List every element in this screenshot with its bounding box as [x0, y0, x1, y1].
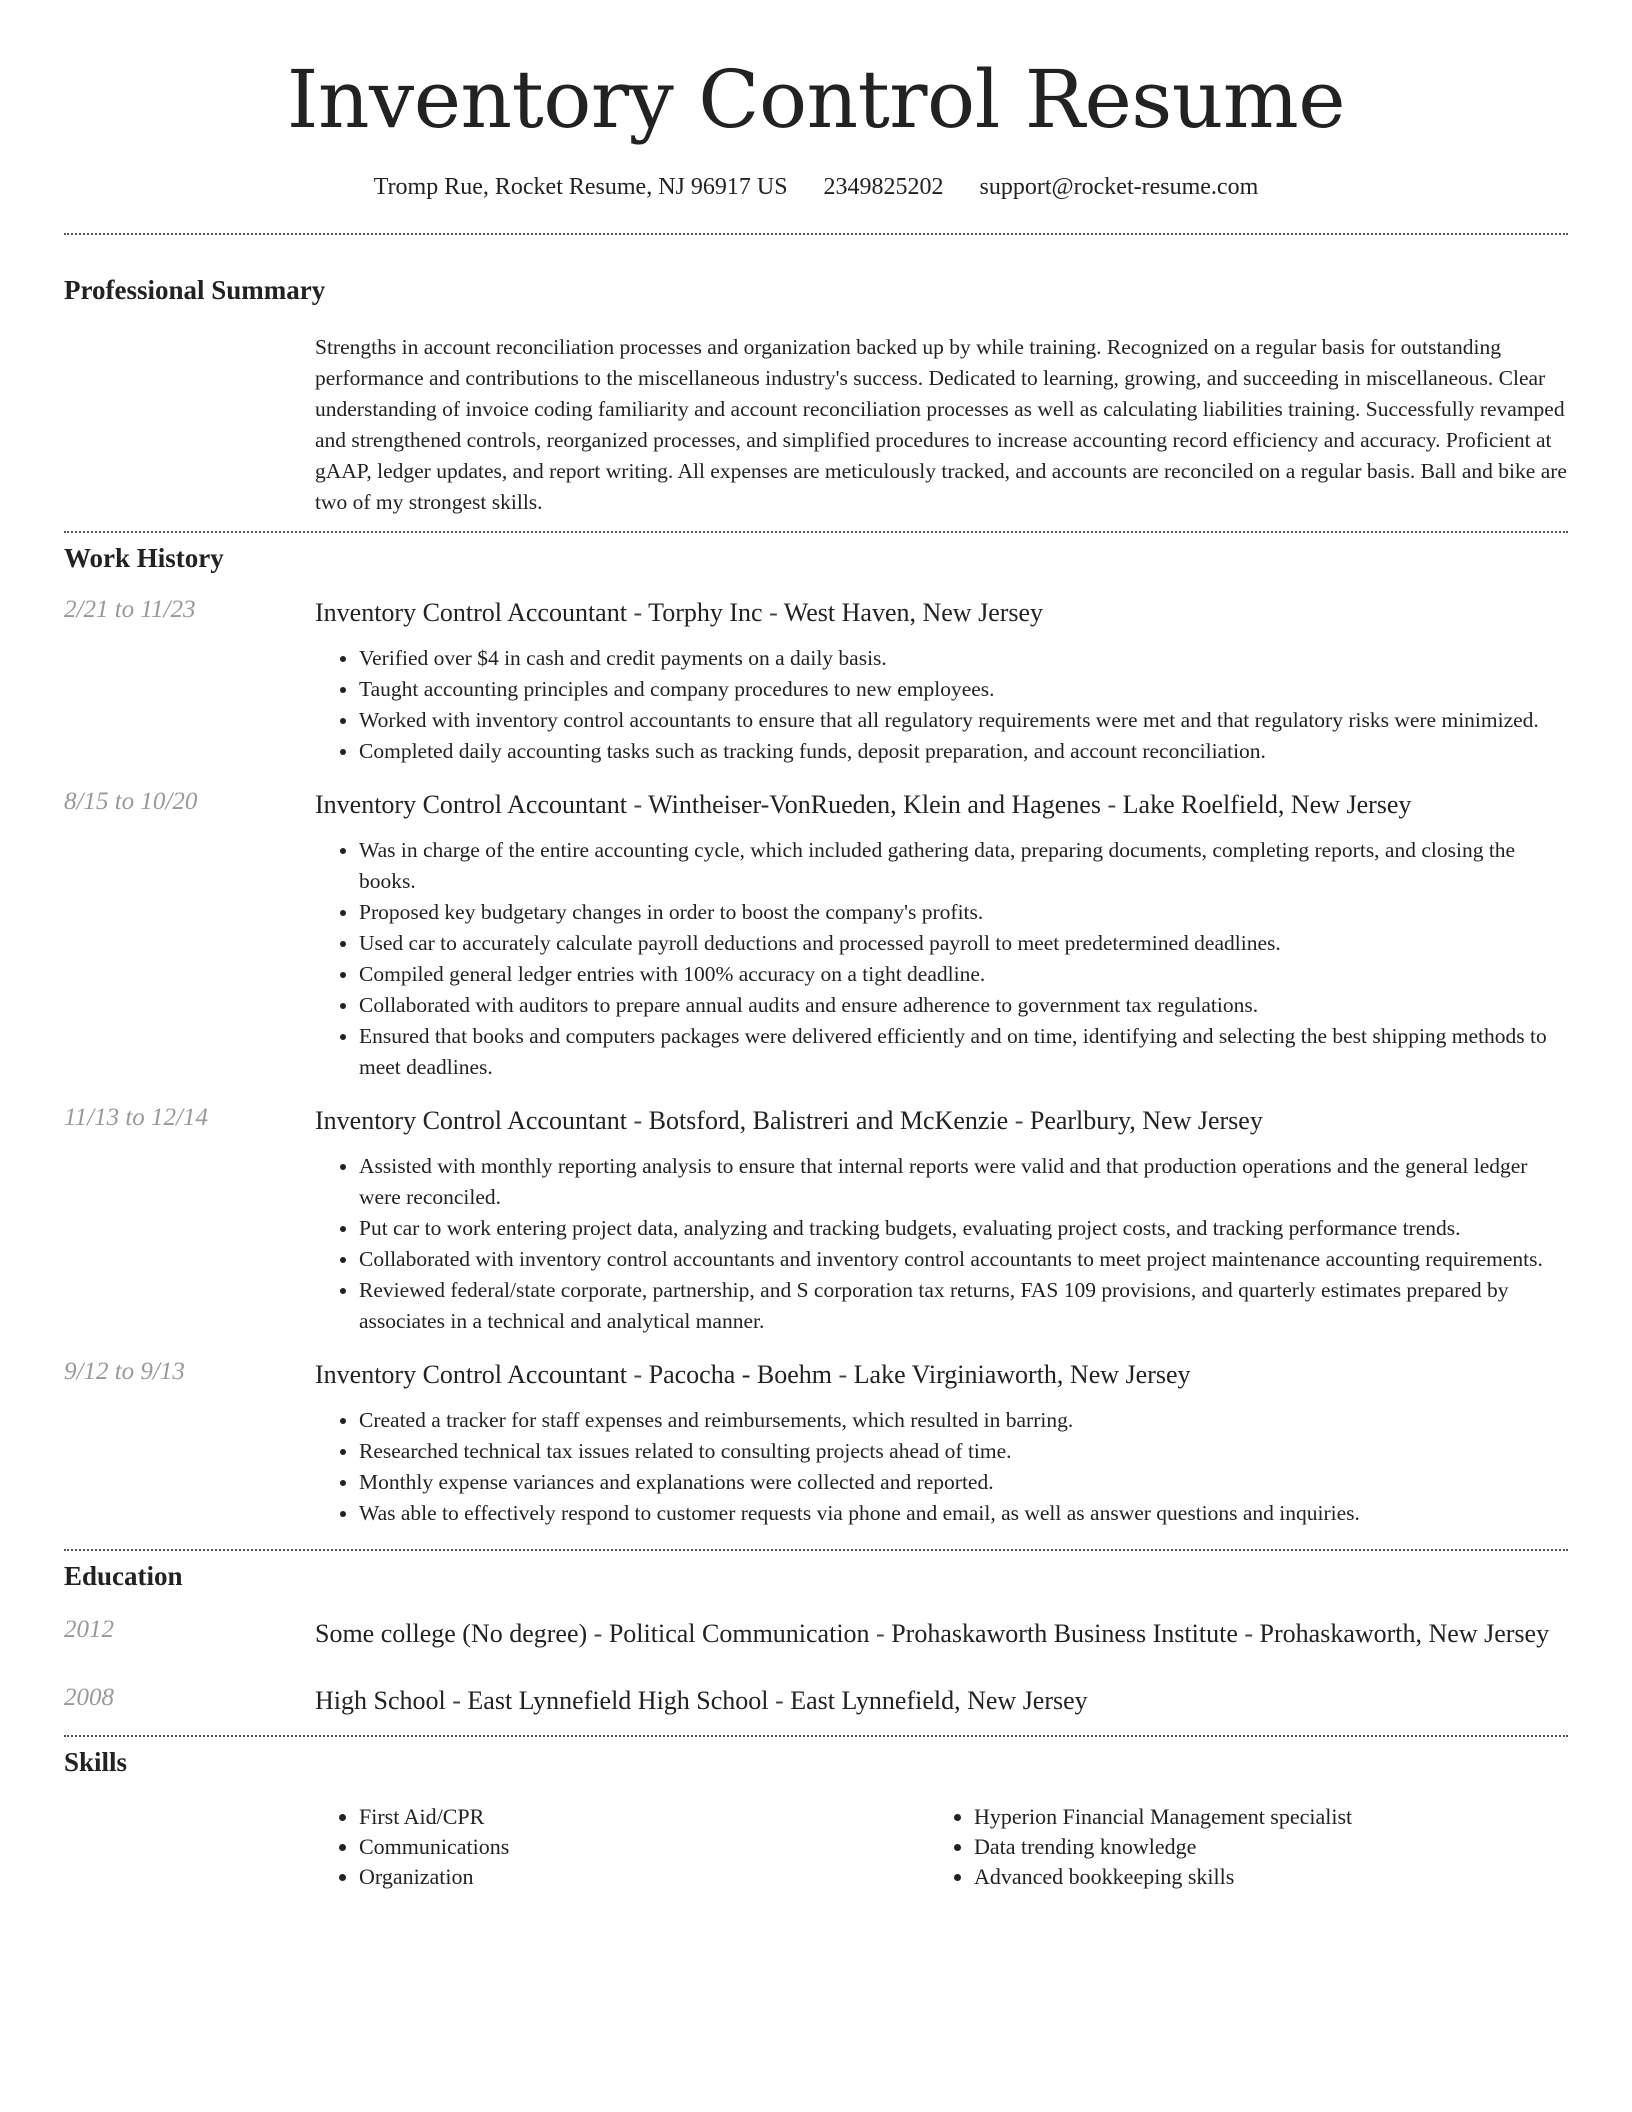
job-entry: [64, 1358, 1568, 1529]
job-bullet: • Proposed key budgetary changes in order to boost the company's profits.: [359, 897, 1568, 928]
section-title-summary: Professional Summary: [64, 275, 326, 305]
job-bullets: [315, 1151, 1568, 1337]
job-bullet: • Researched technical tax issues related to consulting projects ahead of time.: [359, 1436, 1568, 1467]
job-company: Wintheiser-VonRueden, Klein and Hagenes: [648, 790, 1101, 819]
section-title-work-history: Work History: [64, 543, 224, 573]
education-year: 2012: [64, 1616, 114, 1643]
job-dates: 11/13 to 12/14: [64, 1104, 208, 1131]
job-bullet: • Was in charge of the entire accounting cycle, which included gathering data, preparing documents, completing reports, and closing the books.: [359, 835, 1568, 897]
education-school: Prohaskaworth Business Institute: [891, 1619, 1238, 1648]
divider: [64, 233, 1568, 235]
divider: [64, 531, 1568, 533]
job-entry: [64, 1104, 1568, 1337]
job-title: Inventory Control Accountant: [315, 790, 627, 819]
job-bullet: • Created a tracker for staff expenses and reimbursements, which resulted in barring.: [359, 1405, 1568, 1436]
job-title: Inventory Control Accountant: [315, 1360, 627, 1389]
section-title-skills: Skills: [64, 1747, 128, 1777]
job-heading: Inventory Control Accountant - Pacocha - Boehm - Lake Virginiaworth, New Jersey: [315, 1360, 1191, 1389]
skill-item: • Advanced bookkeeping skills: [974, 1862, 1545, 1892]
skill-item: • Hyperion Financial Management specialist: [974, 1802, 1545, 1832]
job-bullet: • Collaborated with inventory control accountants and inventory control accountants to meet project maintenance accounting requirements.: [359, 1244, 1568, 1275]
job-bullets: [315, 643, 1568, 767]
job-heading: Inventory Control Accountant - Torphy Inc - West Haven, New Jersey: [315, 598, 1044, 627]
job-location: Lake Virginiaworth, New Jersey: [853, 1360, 1191, 1389]
skills-column-left: [315, 1802, 930, 1892]
skill-item: • Organization: [359, 1862, 930, 1892]
contact-address: Tromp Rue, Rocket Resume, NJ 96917 US: [373, 174, 788, 200]
education-degree: High School: [315, 1686, 446, 1715]
job-company: Torphy Inc: [648, 598, 763, 627]
job-bullet: • Collaborated with auditors to prepare annual audits and ensure adherence to government tax regulations.: [359, 990, 1568, 1021]
job-bullet: • Worked with inventory control accountants to ensure that all regulatory requirements were met and that regulatory risks were minimized.: [359, 705, 1568, 736]
education-school: East Lynnefield High School: [467, 1686, 769, 1715]
skill-item: • First Aid/CPR: [359, 1802, 930, 1832]
resume-title: Inventory Control Resume: [286, 53, 1346, 146]
job-location: Pearlbury, New Jersey: [1029, 1106, 1263, 1135]
education-degree: Some college (No degree): [315, 1619, 588, 1648]
job-bullet: • Monthly expense variances and explanations were collected and reported.: [359, 1467, 1568, 1498]
job-bullet: • Reviewed federal/state corporate, partnership, and S corporation tax returns, FAS 109 provisions, and quarterly estimates prepared by associates in a technical and analytical manner.: [359, 1275, 1568, 1337]
job-bullet: • Put car to work entering project data, analyzing and tracking budgets, evaluating project costs, and tracking performance trends.: [359, 1213, 1568, 1244]
job-dates: 2/21 to 11/23: [64, 596, 196, 623]
education-field: Political Communication: [608, 1619, 870, 1648]
job-heading: Inventory Control Accountant - Wintheiser-VonRueden, Klein and Hagenes - Lake Roelfield, New Jersey: [315, 790, 1412, 819]
job-heading: Inventory Control Accountant - Botsford, Balistreri and McKenzie - Pearlbury, New Jersey: [315, 1106, 1263, 1135]
education-entry: [64, 1616, 1568, 1651]
divider: [64, 1549, 1568, 1551]
job-title: Inventory Control Accountant: [315, 598, 627, 627]
job-bullet: • Compiled general ledger entries with 100% accuracy on a tight deadline.: [359, 959, 1568, 990]
job-bullet: • Assisted with monthly reporting analysis to ensure that internal reports were valid and that production operations and the general ledger were reconciled.: [359, 1151, 1568, 1213]
job-location: Lake Roelfield, New Jersey: [1122, 790, 1412, 819]
education-location: East Lynnefield, New Jersey: [790, 1686, 1088, 1715]
skill-item: • Data trending knowledge: [974, 1832, 1545, 1862]
job-company: Pacocha - Boehm: [648, 1360, 832, 1389]
job-dates: 8/15 to 10/20: [64, 788, 198, 815]
section-title-education: Education: [64, 1561, 183, 1591]
education-heading: Some college (No degree) - Political Communication - Prohaskaworth Business Institute - Prohaskaworth, New Jersey: [315, 1619, 1550, 1648]
job-dates: 9/12 to 9/13: [64, 1358, 185, 1385]
job-location: West Haven, New Jersey: [783, 598, 1044, 627]
job-bullet: • Ensured that books and computers packages were delivered efficiently and on time, identifying and selecting the best shipping methods to meet deadlines.: [359, 1021, 1568, 1083]
resume-page: [64, 0, 1568, 1892]
contact-line: [64, 174, 1568, 201]
education-entry: [64, 1684, 1568, 1717]
job-bullet: • Was able to effectively respond to customer requests via phone and email, as well as answer questions and inquiries.: [359, 1498, 1568, 1529]
education-year: 2008: [64, 1684, 114, 1711]
job-bullet: • Completed daily accounting tasks such as tracking funds, deposit preparation, and account reconciliation.: [359, 736, 1568, 767]
job-bullet: • Used car to accurately calculate payroll deductions and processed payroll to meet predetermined deadlines.: [359, 928, 1568, 959]
skills-list: [315, 1802, 1568, 1892]
job-entry: [64, 596, 1568, 767]
job-bullets: [315, 835, 1568, 1083]
job-entry: [64, 788, 1568, 1083]
job-bullets: [315, 1405, 1568, 1529]
contact-phone: 2349825202: [823, 174, 944, 200]
job-company: Botsford, Balistreri and McKenzie: [648, 1106, 1009, 1135]
education-location: Prohaskaworth, New Jersey: [1259, 1619, 1550, 1648]
job-bullet: • Verified over $4 in cash and credit payments on a daily basis.: [359, 643, 1568, 674]
summary-text: Strengths in account reconciliation processes and organization backed up by while training. Recognized on a regular basis for outstanding performance and contributions to the miscellaneous industry's success. Dedicated to learning, growing, and succeeding in miscellaneous. Clear understanding of invoice coding familiarity and account reconciliation processes as well as calculating liabilities training. Successfully revamped and strengthened controls, reorganized processes, and simplified procedures to increase accounting record efficiency and accuracy. Proficient at gAAP, ledger updates, and report writing. All expenses are meticulously tracked, and accounts are reconciled on a regular basis. Ball and bike are two of my strongest skills.: [315, 335, 1567, 514]
skills-column-right: [930, 1802, 1545, 1892]
job-title: Inventory Control Accountant: [315, 1106, 627, 1135]
skill-item: • Communications: [359, 1832, 930, 1862]
divider: [64, 1735, 1568, 1737]
job-bullet: • Taught accounting principles and company procedures to new employees.: [359, 674, 1568, 705]
contact-email: support@rocket-resume.com: [979, 174, 1259, 200]
education-heading: High School - East Lynnefield High School - East Lynnefield, New Jersey: [315, 1686, 1088, 1715]
